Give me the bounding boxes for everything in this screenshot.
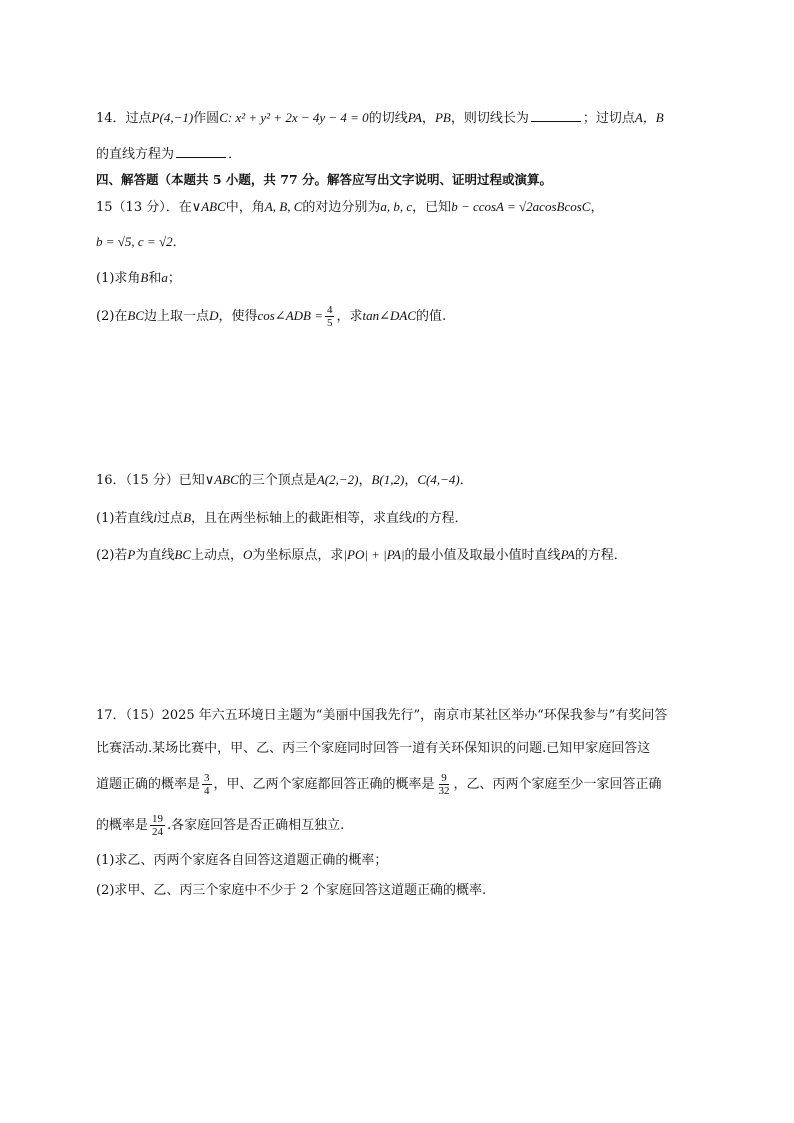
q16-line-l: l xyxy=(412,510,416,525)
q15-equation: b − ccosA = √2acosBcosC xyxy=(451,199,591,214)
q15-cos: cos∠ADB = xyxy=(257,308,323,323)
q15-text: 和 xyxy=(148,271,162,286)
q15-text: 15（13 分）．在∨ xyxy=(96,200,202,215)
q15-values: b = √5, c = √2 xyxy=(96,234,173,249)
q15-var-a: a xyxy=(161,270,168,285)
q17-line2: 比赛活动.某场比赛中，甲、乙、丙三个家庭同时回答一道有关环保知识的问题.已知甲家庭回答这 xyxy=(96,741,651,756)
q17-fraction-3 xyxy=(150,813,165,838)
q14-text: 的切线 xyxy=(368,111,408,126)
q16-b: B xyxy=(183,510,192,525)
q16-point-b: B(1,2) xyxy=(371,472,405,487)
q17-frac1-den: 4 xyxy=(204,785,210,797)
q15-frac-num: 4 xyxy=(326,304,333,316)
q16-text: 为直线 xyxy=(135,548,175,563)
q16-part1 xyxy=(96,508,468,529)
q17-frac1-num: 3 xyxy=(204,772,210,784)
q15-text: ，已知 xyxy=(412,200,452,215)
q16-bc: BC xyxy=(174,547,192,562)
q15-text: ，使得 xyxy=(218,309,258,324)
q16-sep: ， xyxy=(404,473,418,488)
q16-text: 为坐标原点，求 xyxy=(252,548,344,563)
q17-text: ，乙、丙两个家庭至少一家回答正确 xyxy=(453,777,662,792)
q14-text: 作圆 xyxy=(193,111,220,126)
section-four-heading: 四、解答题（本题共 5 小题，共 77 分。解答应写出文字说明、证明过程或演算。 xyxy=(96,172,553,187)
q17-line1: 17．（15）2025 年六五环境日主题为“美丽中国我先行”，南京市某社区举办“环保我参与”有奖问答 xyxy=(96,708,668,723)
q14-answer-blank-2[interactable] xyxy=(176,144,226,158)
q15-text: ； xyxy=(167,271,181,286)
q15-text: ，求 xyxy=(336,309,363,324)
q17-text: ，甲、乙两个家庭都回答正确的概率是 xyxy=(213,777,435,792)
q16-p: P xyxy=(127,547,136,562)
q17-part1: (1)求乙、丙两个家庭各自回答这道题正确的概率； xyxy=(96,853,388,868)
q17-text: 的概率是 xyxy=(96,818,149,833)
q14-line1 xyxy=(96,108,664,129)
q16-text: ． xyxy=(459,473,473,488)
q16-line1 xyxy=(96,470,473,491)
q15-text: ， xyxy=(590,200,604,215)
q17-fraction-1 xyxy=(202,772,212,797)
q16-text: 16．（15 分）已知∨ xyxy=(96,473,215,488)
q17-frac2-num: 9 xyxy=(441,772,447,784)
q15-part1 xyxy=(96,268,181,289)
q14-line2 xyxy=(96,144,241,165)
q15-fraction xyxy=(325,304,335,329)
q15-abc: ABC xyxy=(201,199,226,214)
q15-tan: tan∠DAC xyxy=(362,308,417,323)
q17-line3 xyxy=(96,772,662,797)
q16-point-c: C(4,−4) xyxy=(417,472,460,487)
q15-bc: BC xyxy=(127,308,145,323)
q14-answer-blank-1[interactable] xyxy=(531,108,581,122)
q14-text: 的直线方程为 xyxy=(96,147,175,162)
q15-line1 xyxy=(96,197,603,218)
q15-text: 中，角 xyxy=(225,200,265,215)
q16-text: 的三个顶点是 xyxy=(238,473,317,488)
q17-text: 道题正确的概率是 xyxy=(96,777,201,792)
q15-text: (1)求角 xyxy=(96,271,141,286)
q15-frac-den: 5 xyxy=(326,317,333,329)
q16-sep: ， xyxy=(358,473,372,488)
q16-expr: |PO| + |PA| xyxy=(343,547,405,562)
q14-text: ；过切点 xyxy=(582,111,635,126)
q14-point: P(4,−1) xyxy=(151,110,194,125)
q15-text: 的值. xyxy=(416,309,447,324)
q17-part2: (2)求甲、乙、丙三个家庭中不少于 2 个家庭回答这道题正确的概率. xyxy=(96,883,487,898)
q16-text: 过点 xyxy=(157,511,184,526)
q15-d: D xyxy=(209,308,219,323)
q17-frac3-den: 24 xyxy=(152,826,164,838)
q17-frac2-den: 32 xyxy=(438,785,450,797)
q16-point-a: A(2,−2) xyxy=(316,472,359,487)
q15-part2 xyxy=(96,304,446,329)
q14-text: ，则切线长为 xyxy=(450,111,529,126)
q15-text: 的对边分别为 xyxy=(302,200,381,215)
q14-pb: PB xyxy=(434,110,451,125)
q16-text: 的最小值及取最小值时直线 xyxy=(404,548,561,563)
q15-sides: a, b, c xyxy=(380,199,413,214)
q16-text: (2)若 xyxy=(96,548,128,563)
q16-text: 上动点， xyxy=(191,548,244,563)
q17-line4 xyxy=(96,813,344,838)
q15-line2 xyxy=(96,232,186,253)
q14-text: 14．过点 xyxy=(96,111,152,126)
q16-part2 xyxy=(96,545,627,566)
q14-circle-eq: C: x² + y² + 2x − 4y − 4 = 0 xyxy=(219,110,369,125)
q17-frac3-num: 19 xyxy=(152,813,164,825)
q16-line-l: l xyxy=(153,510,158,525)
q14-text: ． xyxy=(228,147,242,162)
q16-text: 的方程． xyxy=(415,511,468,526)
q15-var-b: B xyxy=(140,270,149,285)
q15-text: (2)在 xyxy=(96,309,128,324)
q16-text: ，且在两坐标轴上的截距相等，求直线 xyxy=(191,511,413,526)
q14-pa: PA xyxy=(407,110,422,125)
q15-text: 边上取一点 xyxy=(144,309,210,324)
q17-fraction-2 xyxy=(437,772,452,797)
q16-pa: PA xyxy=(560,547,575,562)
q16-text: (1)若直线 xyxy=(96,511,154,526)
q15-angles: A, B, C xyxy=(264,199,303,214)
q16-abc: ABC xyxy=(214,472,239,487)
q15-text: ． xyxy=(172,235,186,250)
q16-o: O xyxy=(243,547,253,562)
q14-sep: ， xyxy=(421,111,435,126)
q17-text: .各家庭回答是否正确相互独立. xyxy=(167,818,345,833)
q16-text: 的方程． xyxy=(574,548,627,563)
q14-ab: A，B xyxy=(634,110,664,125)
